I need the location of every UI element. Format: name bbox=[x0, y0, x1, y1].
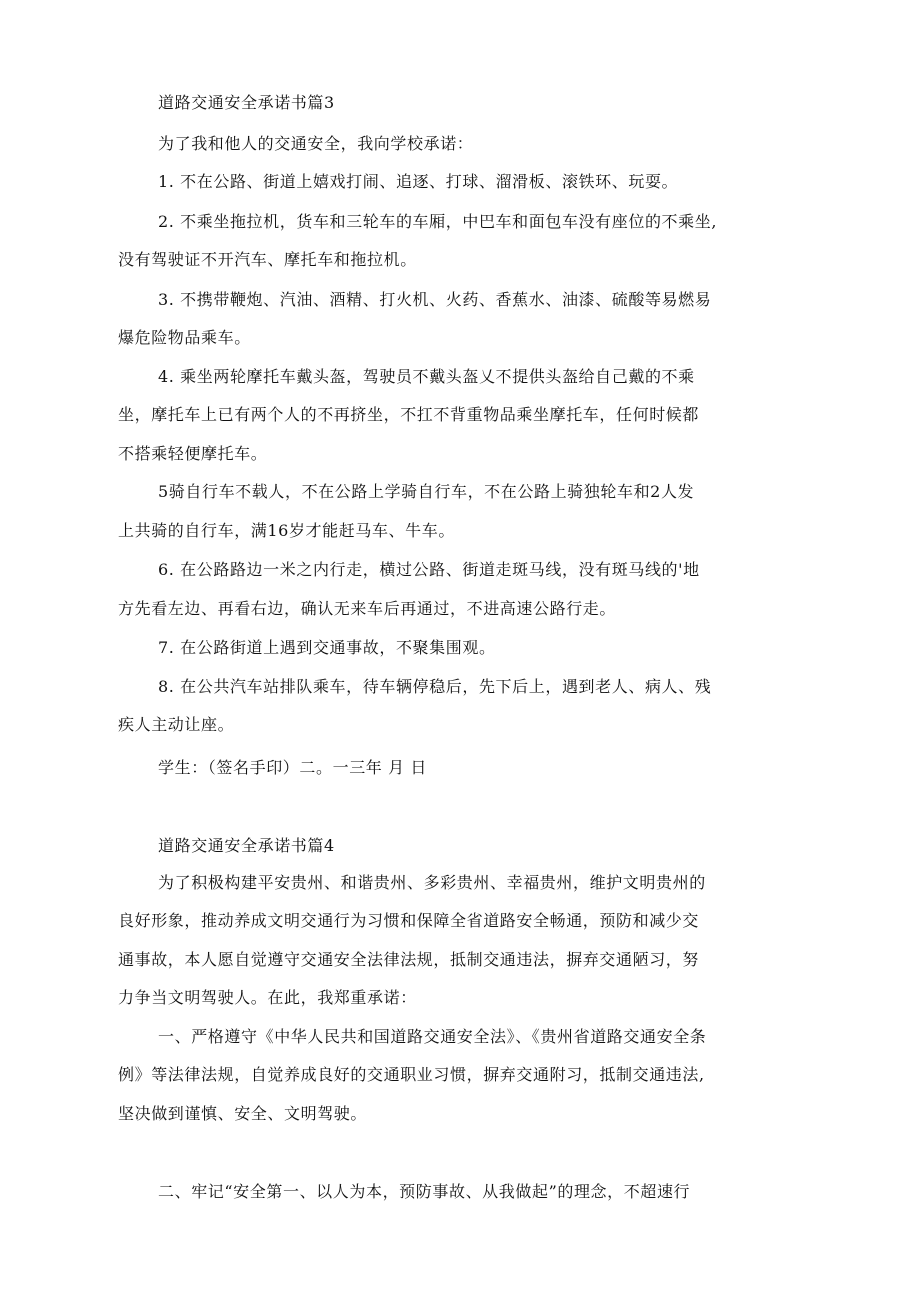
item-5-line-1: 5骑自行车不载人，不在公路上学骑自行车，不在公路上骑独轮车和2人发 bbox=[158, 482, 695, 501]
section4-intro-line-2: 良好形象，推动养成文明交通行为习惯和保障全省道路安全畅通，预防和减少交 bbox=[118, 911, 700, 930]
section4-intro-line-4: 力争当文明驾驶人。在此，我郑重承诺： bbox=[118, 988, 417, 1007]
item-7: 7. 在公路街道上遇到交通事故，不聚集围观。 bbox=[158, 638, 496, 657]
item-6-line-1: 6. 在公路路边一米之内行走，横过公路、街道走斑马线，没有斑马线的'地 bbox=[158, 560, 700, 579]
commitment-1-line-3: 坚决做到谨慎、安全、文明驾驶。 bbox=[118, 1104, 368, 1123]
section4-intro-line-3: 通事故，本人愿自觉遵守交通安全法律法规，抵制交通违法，摒弃交通陋习，努 bbox=[118, 950, 700, 969]
item-4-line-2: 坐，摩托车上已有两个人的不再挤坐，不扛不背重物品乘坐摩托车，任何时候都 bbox=[118, 405, 700, 424]
item-6-line-2: 方先看左边、再看右边，确认无来车后再通过，不进高速公路行走。 bbox=[118, 599, 617, 618]
item-3-line-1: 3. 不携带鞭炮、汽油、酒精、打火机、火药、香蕉水、油漆、硫酸等易燃易 bbox=[158, 290, 712, 309]
item-8-line-2: 疾人主动让座。 bbox=[118, 715, 235, 734]
item-5-line-2: 上共骑的自行车，满16岁才能赶马车、牛车。 bbox=[118, 521, 455, 540]
section3-title: 道路交通安全承诺书篇3 bbox=[158, 93, 335, 112]
section3-intro: 为了我和他人的交通安全，我向学校承诺： bbox=[158, 134, 474, 153]
item-3-line-2: 爆危险物品乘车。 bbox=[118, 328, 251, 347]
signature-line: 学生：（签名手印）二。一三年 月 日 bbox=[158, 758, 427, 777]
section4-intro-line-1: 为了积极构建平安贵州、和谐贵州、多彩贵州、幸福贵州，维护文明贵州的 bbox=[158, 873, 706, 892]
commitment-2-line-1: 二、牢记“安全第一、以人为本，预防事故、从我做起”的理念，不超速行 bbox=[158, 1182, 691, 1201]
item-2-line-1: 2. 不乘坐拖拉机，货车和三轮车的车厢，中巴车和面包车没有座位的不乘坐, bbox=[158, 212, 718, 231]
item-4-line-1: 4. 乘坐两轮摩托车戴头盔，驾驶员不戴头盔乂不提供头盔给自己戴的不乘 bbox=[158, 367, 695, 386]
item-2-line-2: 没有驾驶证不开汽车、摩托车和拖拉机。 bbox=[118, 250, 417, 269]
item-1: 1. 不在公路、街道上嬉戏打闹、追逐、打球、溜滑板、滚铁环、玩耍。 bbox=[158, 172, 679, 191]
section4-title: 道路交通安全承诺书篇4 bbox=[158, 836, 335, 855]
commitment-1-line-1: 一、严格遵守《中华人民共和国道路交通安全法》、《贵州省道路交通安全条 bbox=[158, 1027, 707, 1046]
commitment-1-line-2: 例》等法律法规，自觉养成良好的交通职业习惯，摒弃交通附习，抵制交通违法, bbox=[118, 1065, 705, 1084]
item-8-line-1: 8. 在公共汽车站排队乘车，待车辆停稳后，先下后上，遇到老人、病人、残 bbox=[158, 677, 712, 696]
item-4-line-3: 不搭乘轻便摩托车。 bbox=[118, 444, 268, 463]
